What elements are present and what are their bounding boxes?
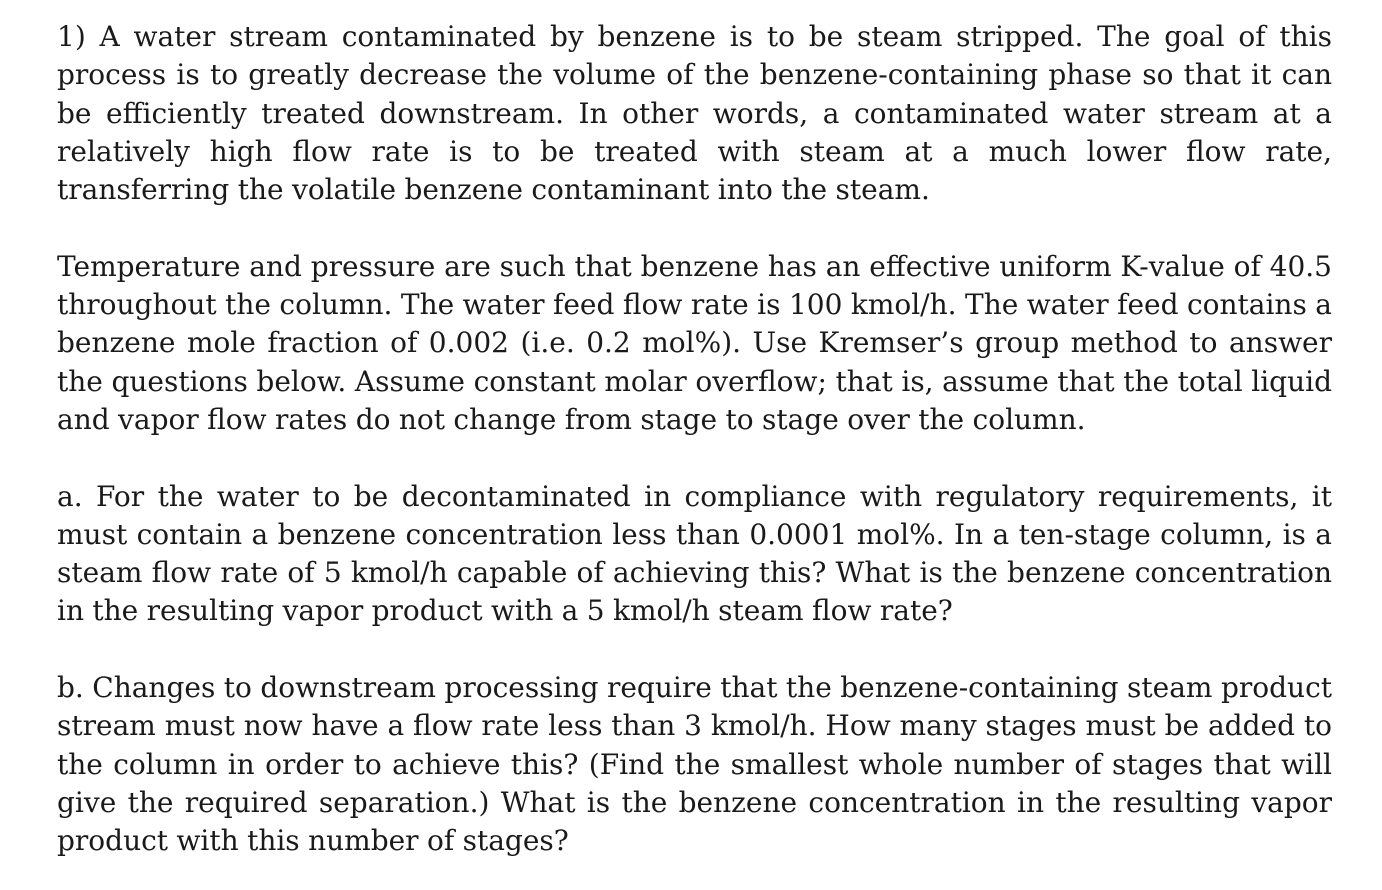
problem-document xyxy=(57,18,1332,861)
part-a-paragraph: a. For the water to be decontaminated in compliance with regulatory requirements, it must contain a benzene concentration less than 0.0001 mol%. In a ten-stage column, is a steam flow rate of 5 kmol/h capable of achieving this? What is the benzene concentration in the resulting vapor product with a 5 kmol/h steam flow rate? xyxy=(57,479,1332,628)
paragraph-spacer xyxy=(57,439,1332,477)
paragraph-spacer xyxy=(57,209,1332,247)
paragraph-spacer xyxy=(57,631,1332,669)
problem-conditions-paragraph: Temperature and pressure are such that benzene has an effective uniform K-value of 40.5 throughout the column. The water feed flow rate is 100 kmol/h. The water feed contains a benzene mole fraction of 0.002 (i.e. 0.2 mol%). Use Kremser’s group method to answer the questions below. Assume constant molar overflow; that is, assume that the total liquid and vapor flow rates do not change from stage to stage over the column. xyxy=(57,249,1332,436)
part-b-paragraph: b. Changes to downstream processing require that the benzene-containing steam product stream must now have a flow rate less than 3 kmol/h. How many stages must be added to the column in order to achieve this? (Find the smallest whole number of stages that will give the required separation.) What is the benzene concentration in the resulting vapor product with this number of stages? xyxy=(57,671,1332,858)
problem-intro-paragraph: 1) A water stream contaminated by benzene is to be steam stripped. The goal of this process is to greatly decrease the volume of the benzene-containing phase so that it can be efficiently treated downstream. In other words, a contaminated water stream at a relatively high flow rate is to be treated with steam at a much lower flow rate, transferring the volatile benzene contaminant into the steam. xyxy=(57,20,1332,207)
